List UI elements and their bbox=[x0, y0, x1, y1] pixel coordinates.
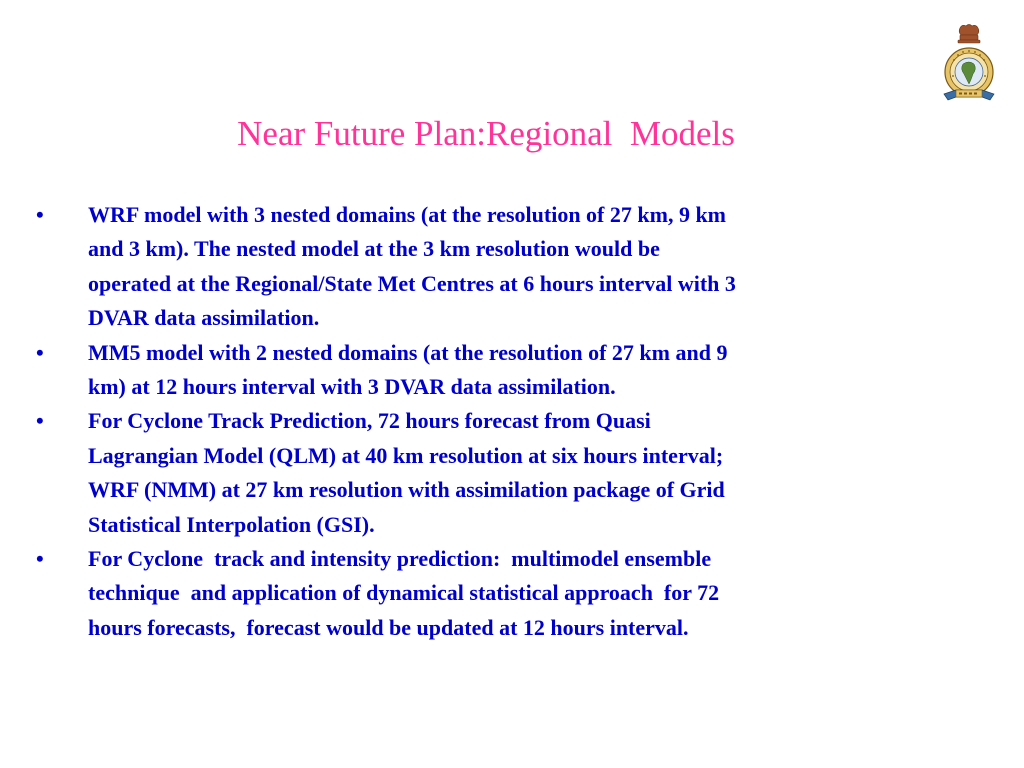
bullet-dot: • bbox=[36, 202, 44, 227]
bullet-line: Statistical Interpolation (GSI). bbox=[88, 511, 375, 537]
bullet-line: Lagrangian Model (QLM) at 40 km resolution at six hours interval; bbox=[88, 442, 724, 468]
bullet-line: technique and application of dynamical statistical approach for 72 bbox=[88, 580, 720, 606]
bullet-line: and 3 km). The nested model at the 3 km resolution would be bbox=[88, 236, 660, 262]
bullet-line: km) at 12 hours interval with 3 DVAR data assimilation. bbox=[88, 374, 616, 400]
bullet-line: For Cyclone Track Prediction, 72 hours forecast from Quasi bbox=[88, 408, 651, 434]
bullet-item-cyclone-track bbox=[36, 404, 936, 542]
bullet-item-mm5 bbox=[36, 336, 936, 405]
bullet-line: DVAR data assimilation. bbox=[88, 305, 320, 331]
bullet-line: WRF model with 3 nested domains (at the resolution of 27 km, 9 km bbox=[88, 202, 727, 227]
bullet-line: hours forecasts, forecast would be updated at 12 hours interval. bbox=[88, 614, 689, 640]
bullet-dot: • bbox=[36, 339, 44, 365]
bullet-list bbox=[36, 198, 936, 645]
bullet-line: For Cyclone track and intensity prediction: multimodel ensemble bbox=[88, 546, 712, 572]
imd-emblem-icon bbox=[936, 24, 1002, 112]
bullet-item-wrf bbox=[36, 198, 936, 336]
bullet-dot: • bbox=[36, 546, 44, 572]
bullet-line: operated at the Regional/State Met Centres at 6 hours interval with 3 bbox=[88, 270, 736, 296]
slide-title: Near Future Plan:Regional Models bbox=[237, 114, 735, 153]
bullet-dot: • bbox=[36, 408, 44, 434]
bullet-line: WRF (NMM) at 27 km resolution with assimilation package of Grid bbox=[88, 477, 725, 503]
bullet-item-cyclone-intensity bbox=[36, 542, 936, 645]
bullet-line: MM5 model with 2 nested domains (at the resolution of 27 km and 9 bbox=[88, 339, 728, 365]
